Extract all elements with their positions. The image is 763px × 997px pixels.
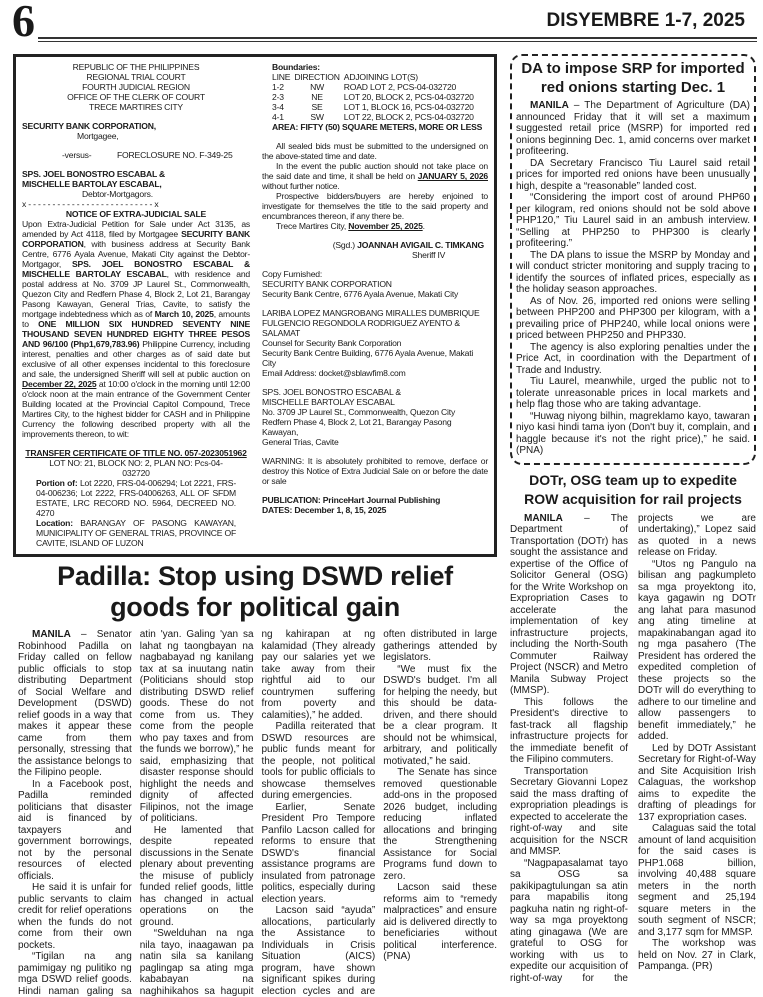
text-segment: at 10:00 o'clock in the morning until 12:00 o'clock noon at the main entrance of the Government Center Building located at the Provincial Capitol Compound, Trece Martires City, to the highest bidder for CASH and in Philippine Currency the following described property with all the improvements thereon, to wit: xyxy=(22,379,250,439)
headline-line: Padilla: Stop using DSWD relief xyxy=(57,561,453,591)
warning-text: WARNING: It is absolutely prohibited to remove, derface or destroy this Notice of Extra Judicial Sale on or before the date or sale xyxy=(262,456,488,486)
text-segment: December 22, 2025 xyxy=(22,379,97,389)
paragraph: Earlier, Senate President Pro Tempore Panfilo Lacson called for reforms to ensure that DSWD's financial assistance programs are insulated from patronage politics, especially during election years. xyxy=(261,801,376,905)
copy-recipient xyxy=(262,308,488,378)
text-segment: without further notice. xyxy=(262,181,340,191)
paragraph: This follows the President's directive to fast-track all flagship infrastructure projects for the immediate benefit of the Filipino commuters. xyxy=(510,696,628,765)
paragraph: DA Secretary Francisco Tiu Laurel said retail prices for imported red onions have been unusually high, despite a “reasonable” landed cost. xyxy=(516,157,750,192)
cell: 2-3 xyxy=(272,92,284,102)
copy-recipient xyxy=(262,279,488,299)
place-date xyxy=(262,221,488,231)
area-info: AREA: FIFTY (50) SQUARE METERS, MORE OR LESS xyxy=(272,122,483,132)
text-segment: (Sgd.) xyxy=(332,240,358,250)
text-segment: SPS. JOEL BONOSTRO ESCABAL & MISCHELLE BARTOLAY ESCABAL xyxy=(22,259,250,279)
text-segment: Location: xyxy=(36,518,73,528)
boundaries-header-row xyxy=(272,72,478,82)
paragraph: In a Facebook post, Padilla reminded politicians that disaster aid is financed by taxpayers and government borrowings, not by the personal resources of elected officials. xyxy=(18,778,132,882)
boundaries-table xyxy=(272,72,478,122)
paragraph: “Considering the import cost of around PHP60 per kilogram, red onions should not be sold above PHP120,” Tiu Laurel said in an ambush interview. “Selling at PHP250 to PHP300 is clearly profiteering.” xyxy=(516,192,750,249)
lead-text: – The Department of Transportation (DOTr) has sought the assistance and expertise of the Office of Solicitor General (OSG) for the Write Workshop on Expropriation Cases to accelerate the implementation of key infrastructure projects, including the North-South Commuter Railway Project (NSCR) and Metro Manila Subway Project (MMSP). xyxy=(510,512,628,696)
publication-dates: DATES: December 1, 8, 15, 2025 xyxy=(262,505,387,515)
court-header-line: REPUBLIC OF THE PHILIPPINES xyxy=(72,62,200,72)
court-header xyxy=(22,62,250,112)
cell: LOT 20, BLOCK 2, PCS-04-032720 xyxy=(343,92,474,102)
notice-title: NOTICE OF EXTRA-JUDICIAL SALE xyxy=(65,209,207,219)
boundaries-label: Boundaries: xyxy=(272,62,320,72)
court-header-line: FOURTH JUDICIAL REGION xyxy=(82,82,190,92)
reschedule-paragraph xyxy=(262,161,488,191)
boundary-row xyxy=(272,92,478,102)
cell: 4-1 xyxy=(272,112,284,122)
defendant-line: MISCHELLE BARTOLAY ESCABAL, xyxy=(22,179,162,189)
boundary-row xyxy=(272,112,478,122)
paragraph: He said it is unfair for public servants to claim credit for relief operations when the funds do not come from their own pockets. xyxy=(18,882,132,951)
column-header: DIRECTION xyxy=(294,72,340,82)
left-region xyxy=(13,54,497,997)
text-segment: , with residence and postal address at No. 3709 JP Laurel St., Commonwealth, Quezon City and Redfern Phase 4, Block 2, Lot 21, Barangay Pasong Kawayan, General Trias, Cavite, to satisfy the mortgage indebtedness which as of xyxy=(22,269,250,319)
headline-line: goods for political gain xyxy=(110,592,400,622)
page-number: 6 xyxy=(12,0,35,46)
signature-title: Sheriff IV xyxy=(412,250,446,260)
lot-info: LOT NO: 21, BLOCK NO: 2, PLAN NO: Pcs-04-032720 xyxy=(49,458,223,478)
tct-title: TRANSFER CERTIFICATE OF TITLE NO. 057-2023051962 xyxy=(25,448,247,458)
paragraph: He lamented that despite repeated discussions in the Senate plenary about preventing the misuse of publicly funded relief goods, little has changed in actual operations on the ground. xyxy=(139,824,254,928)
da-article-box xyxy=(510,54,756,465)
text-segment: BARANGAY OF PASONG KAWAYAN, MUNICIPALITY OF GENERAL TRIAS, PROVINCE OF CAVITE, ISLAND OF LUZON xyxy=(36,518,236,548)
cell: NE xyxy=(311,92,323,102)
text-segment: ONE MILLION SIX HUNDRED SEVENTY NINE THOUSAND SEVEN HUNDRED EIGHTY THREE PESOS AND 96/100 (Php1,679,783.96) xyxy=(22,319,250,349)
text-segment: Philippine Currency, including interest, penalties and other charges as of said date but exclusive of all other expenses incidental to this foreclosure and sale, the undersigned Sheriff will sell at public auction on xyxy=(22,339,250,379)
padilla-headline xyxy=(13,561,497,623)
column-header: LINE xyxy=(272,72,291,82)
lead-text: – Senator Robinhood Padilla on Friday called on fellow public officials to stop distributing Department of Social Welfare and Development (DSWD) relief goods in a way that makes it appear these came from them personally, stressing that the assistance belongs to the Filipino people. xyxy=(18,629,132,778)
text-line: Email Address: docket@sblawfim8.com xyxy=(262,368,406,378)
boundary-row xyxy=(272,102,478,112)
text-segment: . xyxy=(422,221,425,231)
da-article-body xyxy=(516,100,750,457)
dateline: MANILA xyxy=(530,100,569,111)
text-line: No. 3709 JP Laurel St., Commonwealth, Quezon City xyxy=(262,407,456,417)
text-segment: March 10, 2025 xyxy=(154,309,214,319)
text-segment: Lot 2220, FRS-04-006294; Lot 2221, FRS-04-006236; Lot 2222, FRS-04006263, ALL OF SFDM ESTATE, LRC RECORD NO. 5964, DECREED NO. 4270 xyxy=(36,478,236,518)
copy-recipient xyxy=(262,387,488,447)
text-line: MISCHELLE BARTOLAY ESCABAL xyxy=(262,397,395,407)
cell: LOT 1, BLOCK 16, PCS-04-032720 xyxy=(343,102,474,112)
text-line: Security Bank Centre Building, 6776 Ayala Avenue, Makati City xyxy=(262,348,474,368)
location-info xyxy=(36,518,236,548)
notice-body xyxy=(22,219,250,439)
text-line: Counsel for Security Bank Corporation xyxy=(262,338,402,348)
dotr-article-body xyxy=(510,513,756,985)
text-segment: JANUARY 5, 2026 xyxy=(417,171,488,181)
right-region xyxy=(510,54,756,984)
separator: x - - - - - - - - - - - - - - - - - - - - - - - - - - x xyxy=(22,199,159,209)
text-segment: , amounts to xyxy=(22,309,250,329)
lead-text: – The Department of Agriculture (DA) announced Friday that it will set a maximum suggested retail price (MSRP) for imported red onions beginning Dec. 1, amid concerns over market profiteering. xyxy=(516,100,750,157)
text-segment: Trece Martires City, xyxy=(276,221,349,231)
paragraph: The agency is also exploring penalties under the Price Act, in coordination with the Department of Trade and Industry. xyxy=(516,341,750,376)
text-line: FULGENCIO REGONDOLA RODRIGUEZ AYENTO & SALAMAT xyxy=(262,318,460,338)
cell: SE xyxy=(311,102,323,112)
defendant-line: SPS. JOEL BONOSTRO ESCABAL & xyxy=(22,169,166,179)
text-segment: , with business address at Security Bank Centre, 6776 Ayala Avenue, Makati City against the Debtor-Mortgagor, xyxy=(22,239,250,269)
text-segment: In the event the public auction should not take place on the said date and time, it shall be held on xyxy=(262,161,488,181)
paragraph: Tiu Laurel, meanwhile, urged the public not to tolerate unreasonable prices in local markets and help flag those who are taking advantage. xyxy=(516,376,750,410)
paragraph: “Tigilan na ang pamimigay ng pulitiko ng mga DSWD relief goods. Hindi naman galing sa atin 'yan. Galing 'yan sa lahat ng taongbayan na nagbabayad ng kanilang tax at sa inuutang natin (Politicians should stop distributing DSWD relief goods. These do not come from us. They come from the people who pay taxes and from the funds we borrow),” he said, emphasizing that disaster response should highlight the needs and dignity of affected Filipinos, not the image of politicians. xyxy=(18,629,254,997)
versus-label: -versus- xyxy=(62,150,92,160)
dotr-headline xyxy=(510,471,756,509)
paragraph: Padilla reiterated that DSWD resources are public funds meant for the people, not political tools for public officials to showcase themselves during emergencies. xyxy=(261,721,376,801)
cell: ROAD LOT 2, PCS-04-032720 xyxy=(343,82,457,92)
paragraph: “Huwag niyong bilhin, magreklamo kayo, tawaran niyo kasi hindi tama iyon (Don't buy it, complain, and haggle because it's not the right price),” he said. (PNA) xyxy=(516,410,750,456)
cell: LOT 22, BLOCK 2, PCS-04-032720 xyxy=(343,112,474,122)
court-header-line: REGIONAL TRIAL COURT xyxy=(86,72,186,82)
headline-line: DOTr, OSG team up to expedite xyxy=(529,471,737,488)
masthead-rule xyxy=(38,37,757,39)
issue-date: DISYEMBRE 1-7, 2025 xyxy=(546,10,745,31)
paragraph: Led by DOTr Assistant Secretary for Right-of-Way and Site Acquisition Irish Calaguas, the workshop aims to expedite the drafting of pleadings for 137 expropriation cases. xyxy=(638,742,756,823)
text-segment: November 25, 2025 xyxy=(348,221,423,231)
bidders-paragraph: Prospective bidders/buyers are hereby enjoined to investigate for themselves the title to the said property and encumbrances thereon, if any there be. xyxy=(262,191,488,221)
text-line: Security Bank Centre, 6776 Ayala Avenue, Makati City xyxy=(262,289,459,299)
masthead-rule-thin xyxy=(38,41,757,42)
paragraph: The DA plans to issue the MSRP by Monday and will conduct stricter monitoring and supply tracing to identify the sources of inflated prices, especially as the holiday season approaches. xyxy=(516,249,750,295)
text-segment: Portion of: xyxy=(36,478,78,488)
portion-info xyxy=(36,478,236,518)
headline-line: red onions starting Dec. 1 xyxy=(540,79,726,96)
text-line: General Trias, Cavite xyxy=(262,437,339,447)
bids-paragraph: All sealed bids must be submitted to the undersigned on the above-stated time and date. xyxy=(262,141,488,161)
da-headline xyxy=(516,59,750,97)
paragraph: Transportation Secretary Giovanni Lopez said the mass drafting of expropriation pleadings is expected to accelerate the right-of-way and site acquisition for the NSCR and MMSP. xyxy=(510,765,628,857)
dateline: MANILA xyxy=(524,512,563,524)
plaintiff-role: Mortgagee, xyxy=(77,131,119,141)
cell: 3-4 xyxy=(272,102,284,112)
legal-notice-right-column xyxy=(262,62,488,548)
text-line: LARIBA LOPEZ MANGROBANG MIRALLES DUMBRIQUE xyxy=(262,308,480,318)
paragraph: Lacson said “ayuda” allocations, particularly the Assistance to Individuals in Crisis Situation (AICS) program, have shown significant spikes during election cycles and are often distributed in large gatherings attended by legislators. xyxy=(261,629,497,997)
paragraph: The Senate has since removed questionable add-ons in the proposed 2026 budget, including reducing inflated allocations and bringing the Strengthening Assistance for Social Programs fund down to zero. xyxy=(383,767,497,882)
text-line: Redfern Phase 4, Block 2, Lot 21, Barangay Pasong Kawayan, xyxy=(262,417,452,437)
paragraph: The workshop was held on Nov. 27 in Clark, Pampanga. (PR) xyxy=(638,938,756,972)
text-segment: SECURITY BANK CORPORATION xyxy=(22,229,250,249)
paragraph: “Swelduhan na nga nila tayo, inaagawan pa natin sila sa kanilang paglingap sa ating mga kababayan na naghihikahos sa hagupit ng kahirapan at ng kalamidad (They already pay our salaries yet we take away from their rightful aid to our countrymen suffering from poverty and calamities),” he added. xyxy=(139,629,376,997)
paragraph: “We must fix the DSWD's budget. I'm all for helping the needy, but this should be data-driven, and there should be a clear program. It should not be whimsical, arbitrary, and politically motivated,” he said. xyxy=(383,663,497,767)
lead-paragraph xyxy=(510,513,628,697)
lead-paragraph xyxy=(516,100,750,158)
copy-furnished-label: Copy Furnished: xyxy=(262,269,323,279)
text-segment: JOANNAH AVIGAIL C. TIMKANG xyxy=(357,240,484,250)
legal-notice-box xyxy=(13,54,497,557)
publication-text: PUBLICATION: PrinceHart Journal Publishing xyxy=(262,495,441,505)
boundary-row xyxy=(272,82,478,92)
paragraph: “Nagpapasalamat tayo sa OSG sa pakikipagtulungan sa atin para mapabilis itong pagkuha natin ng right-of-way sa mga proyektong ating ginagawa (We are grateful to OSG for working with us to expedite our acquisition of right-of-way for the projects we are undertaking),” Lopez said as quoted in a news release on Friday. xyxy=(510,512,756,984)
cell: SW xyxy=(310,112,324,122)
dateline: MANILA xyxy=(32,629,71,640)
headline-line: DA to impose SRP for imported xyxy=(521,60,745,77)
case-number: FORECLOSURE NO. F-349-25 xyxy=(117,150,233,160)
paragraph: “Utos ng Pangulo na bilisan ang pagkumpleto sa mga proyektong ito, kaya gagawin ng DOTr ang lahat para masunod ang ating timeline at mapakinabangan agad ito ng mga pasahero (The President has ordered the expedited completion of these projects so the DOTr will do everything to adhere to our timeline and allow passengers to benefit immediately,” he added. xyxy=(638,558,756,742)
text-segment: Upon Extra-Judicial Petition for Sale under Act 3135, as amended by Act 4118, filed by Mortgagee xyxy=(22,219,250,239)
paragraph: As of Nov. 26, imported red onions were selling between PHP200 and PHP300 per kilogram, with a prevailing price of PHP240, while local onions were priced between PHP250 and PHP330. xyxy=(516,295,750,341)
court-header-line: TRECE MARTIRES CITY xyxy=(89,102,183,112)
defendant-role: Debtor-Mortgagors. xyxy=(82,189,153,199)
paragraph: Calaguas said the total amount of land acquisition for the said cases is PHP1.068 billion, involving 40,488 square meters in the north segment and 25,194 square meters in the south segment of NSCR; and 3,177 sqm for MMSP. xyxy=(638,823,756,938)
headline-line: ROW acquisition for rail projects xyxy=(524,490,742,507)
cell: 1-2 xyxy=(272,82,284,92)
padilla-article-body xyxy=(18,629,497,997)
text-line: SPS. JOEL BONOSTRO ESCABAL & xyxy=(262,387,401,397)
paragraph: Lacson said these reforms aim to “remedy malpractices” and ensure aid is delivered directly to beneficiaries without political interference. (PNA) xyxy=(383,882,497,962)
signature xyxy=(262,240,488,250)
cell: NW xyxy=(310,82,324,92)
legal-notice-left-column xyxy=(22,62,250,548)
text-line: SECURITY BANK CORPORATION xyxy=(262,279,392,289)
plaintiff-name: SECURITY BANK CORPORATION, xyxy=(22,121,156,131)
column-header: ADJOINING LOT(S) xyxy=(343,72,418,82)
lead-paragraph xyxy=(18,629,132,779)
court-header-line: OFFICE OF THE CLERK OF COURT xyxy=(67,92,205,102)
